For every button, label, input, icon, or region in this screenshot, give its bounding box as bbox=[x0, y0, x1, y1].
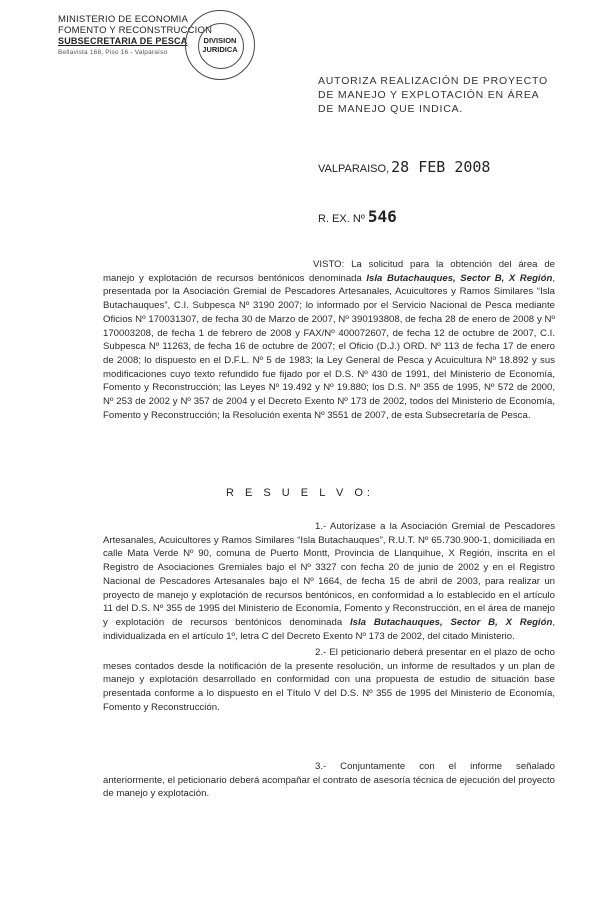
clause-3 bbox=[103, 760, 555, 801]
stamped-date: 28 FEB 2008 bbox=[391, 158, 491, 176]
clause-2-text: 2.- El peticionario deberá presentar en el plazo de ocho meses contados desde la notificación de la presente resolución, un informe de resultados y un plan de manejo y explotación desarrollado en conformidad con una propuesta de estudio de situación base presentada conforme a lo dispuesto en el Título V del D.S. Nº 355 de 1995 del Ministerio de Economía, Fomento y Reconstrucción. bbox=[103, 647, 555, 713]
clause-1-text: 1.- Autorízase a la Asociación Gremial de Pescadores Artesanales, Acuicultores y Ramos Similares “Isla Butachauques”, R.U.T. Nº 65.730.900-1, domiciliada en calle Mata Verde Nº 90, comuna de Puerto Montt, Provincia de Llanquihue, X Región, inscrita en el Registro de Asociaciones Gremiales bajo el Nº 3327 con fecha 20 de junio de 2002 y en el Registro Nacional de Pescadores Artesanales bajo el Nº 1664, de fecha 15 de abril de 2003, para realizar un proyecto de manejo y explotación de recursos bentónicos, en conformidad a lo establecido en el artículo 11 del D.S. Nº 355 de 1995 del Ministerio de Economía, Fomento y Reconstrucción, en el área de manejo y explotación de recursos bentónicos denominada bbox=[103, 521, 555, 628]
seal-text bbox=[186, 36, 254, 54]
header-address: Bellavista 168, Piso 16 - Valparaíso bbox=[58, 49, 168, 56]
subject-line: AUTORIZA REALIZACIÓN DE PROYECTO DE MANEJO Y EXPLOTACIÓN EN ÁREA DE MANEJO QUE INDICA. bbox=[318, 75, 549, 115]
clause-1-area-name: Isla Butachauques, Sector B, X Región bbox=[350, 616, 553, 628]
resuelvo-heading: R E S U E L V O: bbox=[226, 487, 374, 499]
clause-3-text: 3.- Conjuntamente con el informe señalado anteriormente, el peticionario deberá acompañar el contrato de asesoría técnica de ejecución del proyecto de manejo y explotación. bbox=[103, 761, 555, 800]
clause-2 bbox=[103, 646, 555, 715]
visto-area-name: Isla Butachauques, Sector B, X Región bbox=[366, 272, 553, 284]
resolution-number bbox=[318, 207, 397, 226]
clause-1 bbox=[103, 520, 555, 643]
place-label: VALPARAISO, bbox=[318, 163, 390, 175]
seal-line-2: JURIDICA bbox=[202, 45, 238, 54]
visto-paragraph bbox=[103, 258, 555, 422]
place-date bbox=[318, 158, 490, 176]
seal-line-1: DIVISION bbox=[203, 36, 237, 45]
juridica-seal-stamp bbox=[185, 10, 255, 80]
header-line-3: SUBSECRETARIA DE PESCA bbox=[58, 36, 188, 46]
resolution-label: R. EX. Nº bbox=[318, 213, 365, 225]
visto-part1: La solicitud para la obtención del área de manejo y explotación de recursos bentónicos denominada bbox=[103, 259, 555, 284]
clause-1-tail: , individualizada en el artículo 1º, letra C del Decreto Exento Nº 173 de 2002, del citado Ministerio. bbox=[103, 616, 555, 642]
header-line-1: MINISTERIO DE ECONOMIA bbox=[58, 14, 189, 25]
resolution-value: 546 bbox=[367, 207, 397, 226]
header-line-2: FOMENTO Y RECONSTRUCCION bbox=[58, 25, 213, 36]
visto-lead: VISTO: bbox=[313, 259, 345, 270]
visto-part2: , presentada por la Asociación Gremial de Pescadores Artesanales, Acuicultores y Ramos Similares “Isla Butachauques”, C.I. Subpesca Nº 3190 2007; lo informado por el Servicio Nacional de Pesca mediante Oficios Nº 170031307, de fecha 30 de Marzo de 2007, Nº 390193808, de fecha 28 de enero de 2008 y Nº 170003208, de fecha 1 de febrero de 2008 y FAX/Nº 400072607, de fecha 12 de octubre de 2007, C.I. Subpesca Nº 11263, de fecha 16 de octubre de 2007; el Oficio (D.J.) ORD. Nº 113 de fecha 17 de enero de 2008; lo dispuesto en el D.F.L. Nº 5 de 1983; la Ley General de Pesca y Acuicultura Nº 18.892 y sus modificaciones cuyo texto refundido fue fijado por el D.S. Nº 430 de 1991, del Ministerio de Economía, Fomento y Reconstrucción; las Leyes Nº 19.492 y Nº 19.880; los D.S. Nº 355 de 1995, Nº 572 de 2000, Nº 253 de 2002 y Nº 357 de 2004 y el Decreto Exento Nº 173 de 2002, todos del Ministerio de Economía, Fomento y Reconstrucción; la Resolución exenta Nº 3551 de 2007, de esta Subsecretaría de Pesca. bbox=[103, 272, 555, 421]
